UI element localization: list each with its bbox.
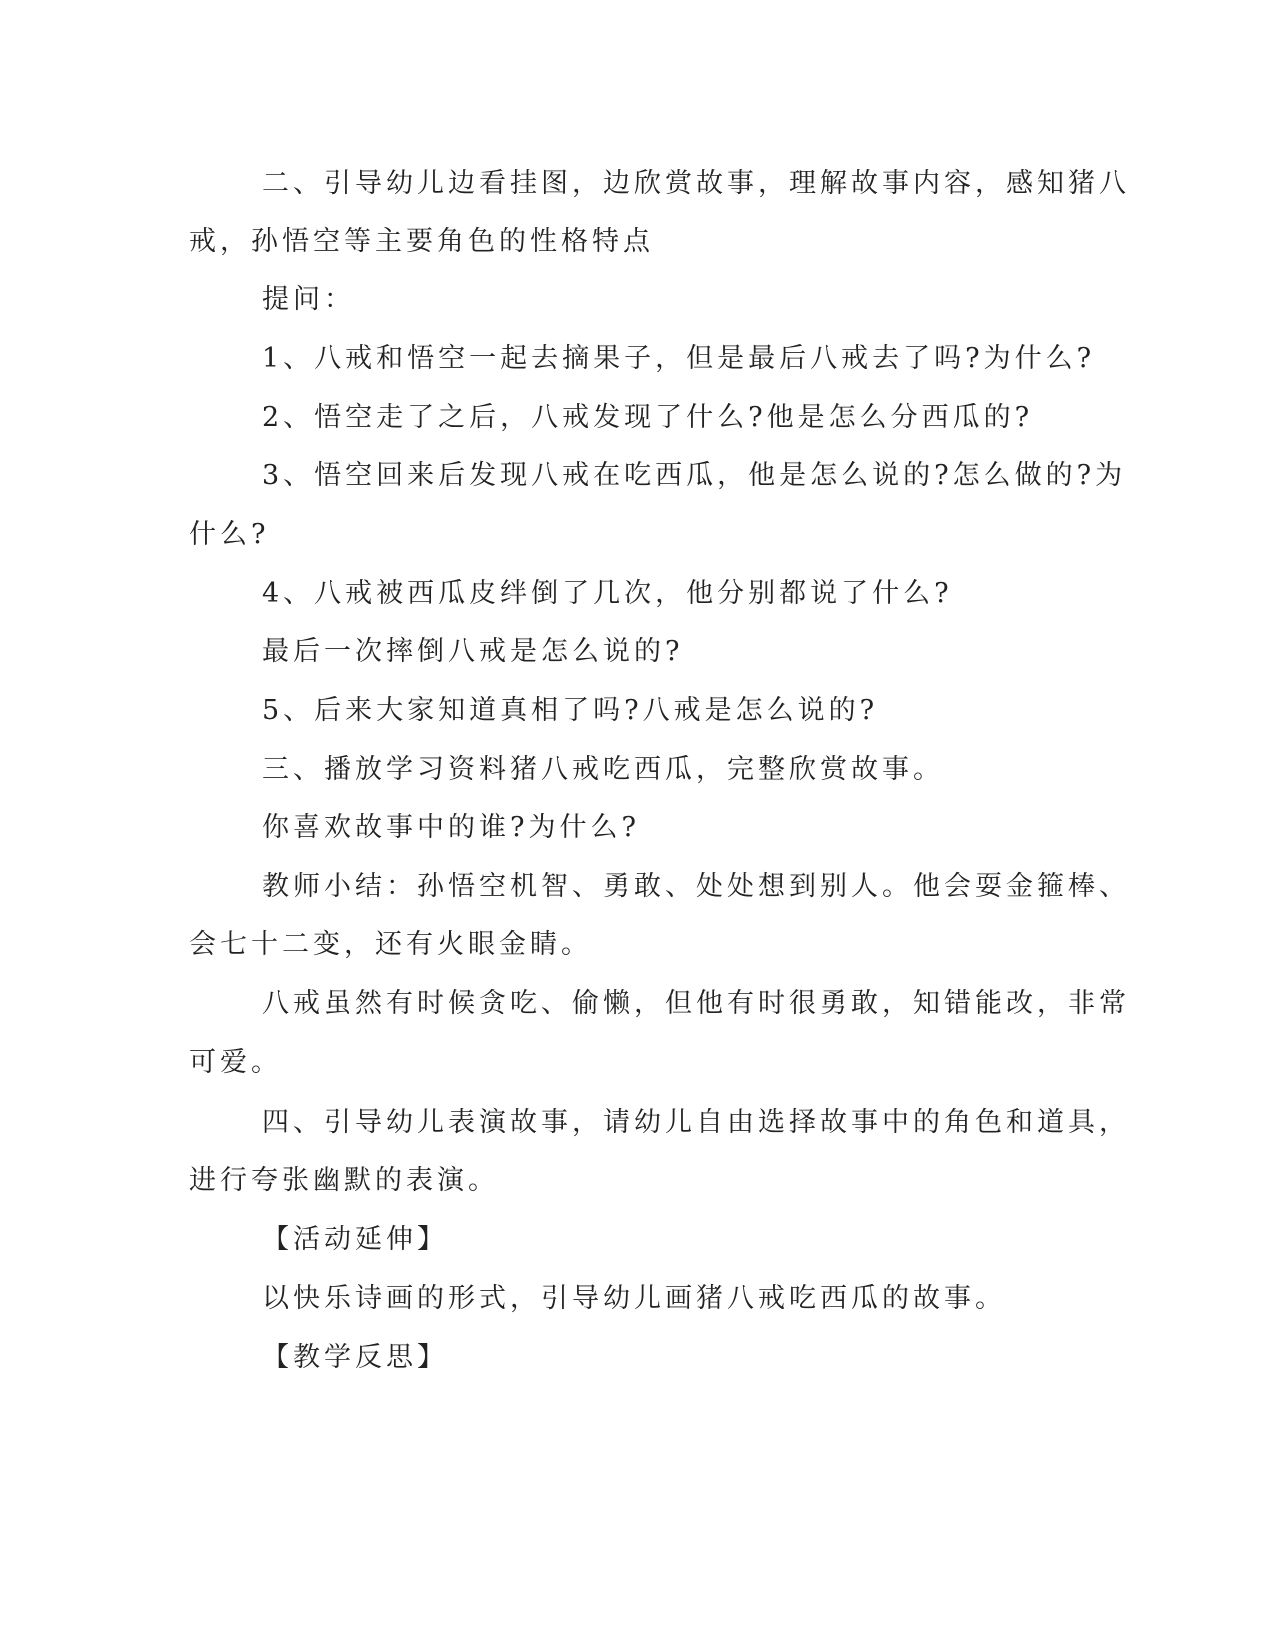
paragraph-line: 以快乐诗画的形式，引导幼儿画猪八戒吃西瓜的故事。: [262, 1283, 1006, 1314]
section-heading: 三、播放学习资料猪八戒吃西瓜，完整欣赏故事。: [262, 754, 944, 785]
paragraph-line: 会七十二变，还有火眼金睛。: [189, 929, 592, 960]
paragraph-line: 戒，孙悟空等主要角色的性格特点: [189, 226, 654, 257]
paragraph-line: 可爱。: [189, 1047, 282, 1078]
section-heading: 四、引导幼儿表演故事，请幼儿自由选择故事中的角色和道具，: [262, 1107, 1130, 1138]
paragraph-line: 提问：: [262, 284, 355, 315]
paragraph-line: 你喜欢故事中的谁?为什么?: [262, 812, 640, 843]
paragraph-line: 最后一次摔倒八戒是怎么说的?: [262, 636, 684, 667]
section-title-teaching-reflection: 【教学反思】: [262, 1342, 448, 1373]
question-1: 1、八戒和悟空一起去摘果子，但是最后八戒去了吗?为什么?: [262, 343, 1096, 374]
question-3: 3、悟空回来后发现八戒在吃西瓜，他是怎么说的?怎么做的?为: [262, 460, 1127, 491]
paragraph-line: 二、引导幼儿边看挂图，边欣赏故事，理解故事内容，感知猪八: [262, 168, 1130, 199]
paragraph-line: 什么?: [189, 519, 270, 550]
paragraph-line: 八戒虽然有时候贪吃、偷懒，但他有时很勇敢，知错能改，非常: [262, 988, 1130, 1019]
question-5: 5、后来大家知道真相了吗?八戒是怎么说的?: [262, 695, 879, 726]
question-4: 4、八戒被西瓜皮绊倒了几次，他分别都说了什么?: [262, 578, 953, 609]
section-title-activity-extension: 【活动延伸】: [262, 1224, 448, 1255]
paragraph-line: 进行夸张幽默的表演。: [189, 1165, 499, 1196]
paragraph-line: 教师小结：孙悟空机智、勇敢、处处想到别人。他会耍金箍棒、: [262, 871, 1130, 902]
question-2: 2、悟空走了之后，八戒发现了什么?他是怎么分西瓜的?: [262, 402, 1034, 433]
